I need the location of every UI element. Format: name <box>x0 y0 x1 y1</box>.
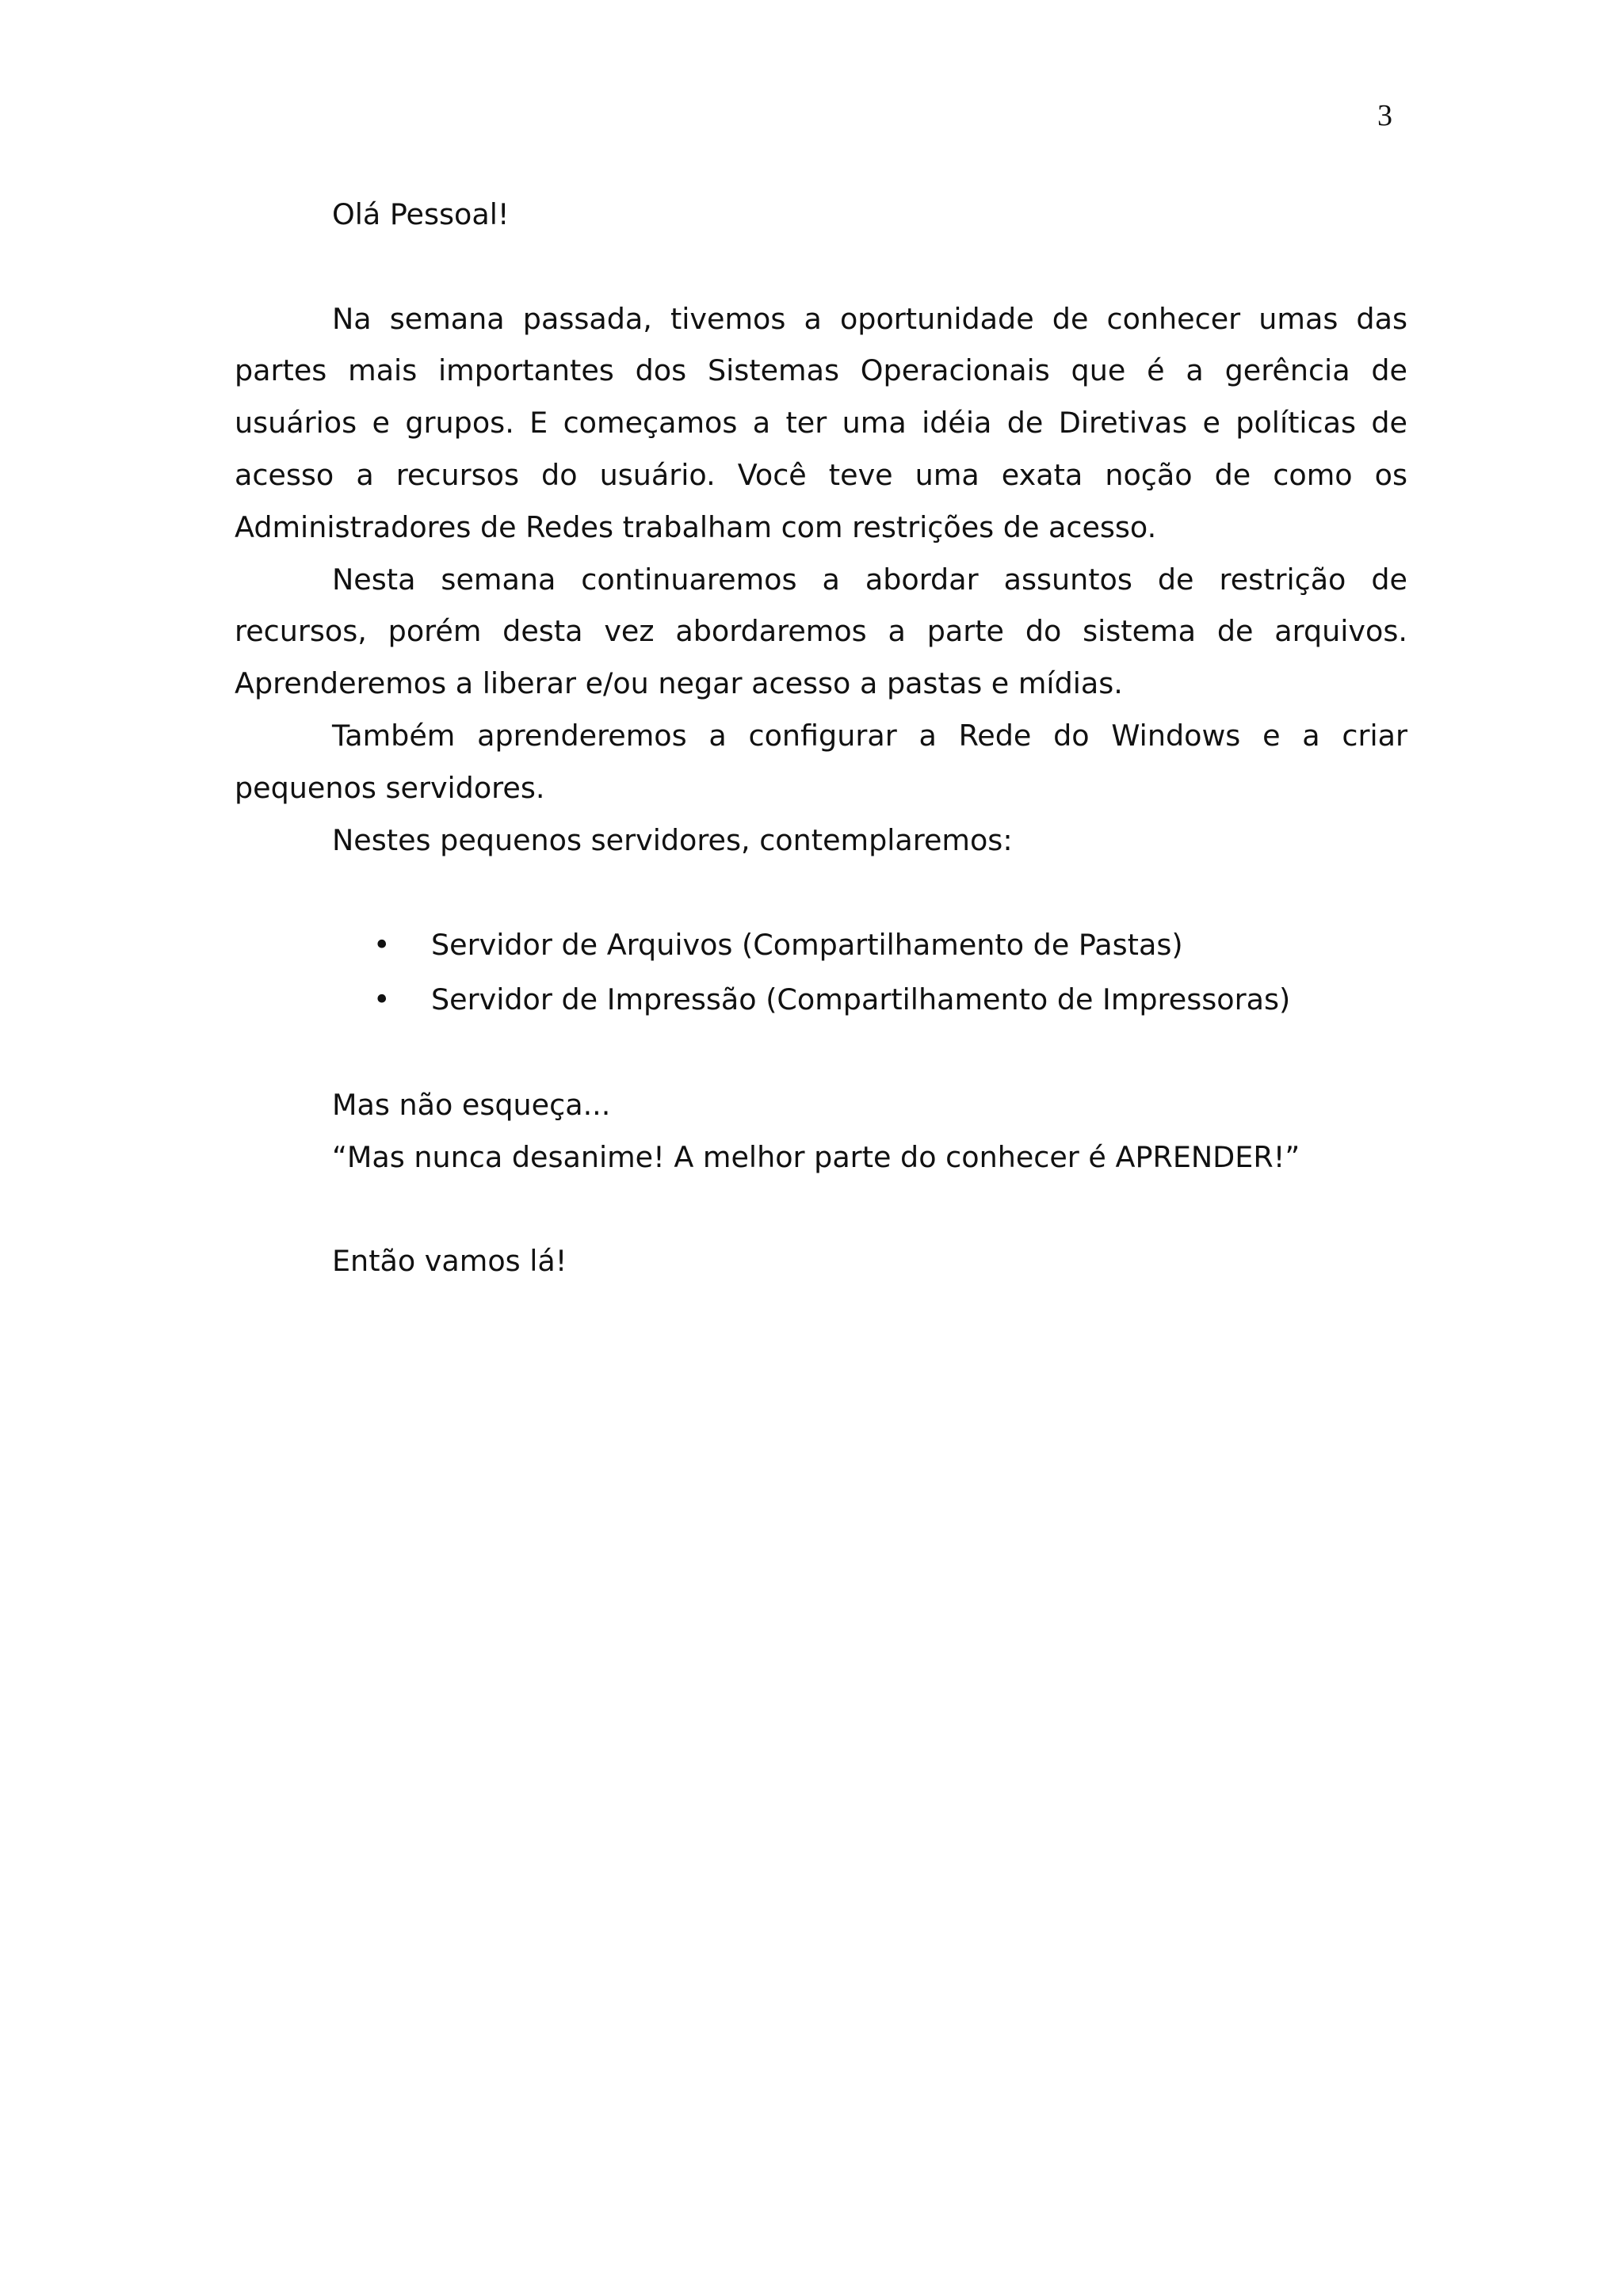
bullet-icon: • <box>373 928 391 963</box>
blank-line <box>235 241 1407 293</box>
closing-text: Então vamos lá! <box>332 1244 567 1279</box>
quote-text: “Mas nunca desanime! A melhor parte do conhecer é APRENDER!” <box>332 1139 1300 1174</box>
paragraph-this-week: Nesta semana continuaremos a abordar assuntos de restrição de recursos, porém desta vez abordaremos a parte do sistema de arquivos. Aprenderemos a liberar e/ou negar acesso a pastas e mídias. <box>235 562 1407 701</box>
list-item <box>235 973 1407 1028</box>
bullet-icon: • <box>373 982 391 1016</box>
server-list <box>235 918 1407 1027</box>
document-body <box>235 189 1407 1287</box>
list-item-label: Servidor de Arquivos (Compartilhamento de Pastas) <box>431 928 1183 963</box>
page-number: 3 <box>1377 99 1392 132</box>
paragraph-previous-week: Na semana passada, tivemos a oportunidade de conhecer umas das partes mais importantes dos Sistemas Operacionais que é a gerência de usuários e grupos. E começamos a ter uma idéia de Diretivas e políticas de acesso a recursos do usuário. Você teve uma exata noção de como os Administradores de Redes trabalham com restrições de acesso. <box>235 301 1407 544</box>
paragraph-servers-intro: Nestes pequenos servidores, contemplaremos: <box>332 822 1013 857</box>
greeting: Olá Pessoal! <box>332 197 510 231</box>
blank-line <box>235 866 1407 918</box>
blank-line <box>235 1027 1407 1079</box>
paragraph-network: Também aprenderemos a configurar a Rede do Windows e a criar pequenos servidores. <box>235 718 1407 805</box>
reminder-text: Mas não esqueça... <box>332 1087 611 1122</box>
list-item <box>235 918 1407 973</box>
list-item-label: Servidor de Impressão (Compartilhamento de Impressoras) <box>431 982 1291 1016</box>
blank-line <box>235 1184 1407 1236</box>
